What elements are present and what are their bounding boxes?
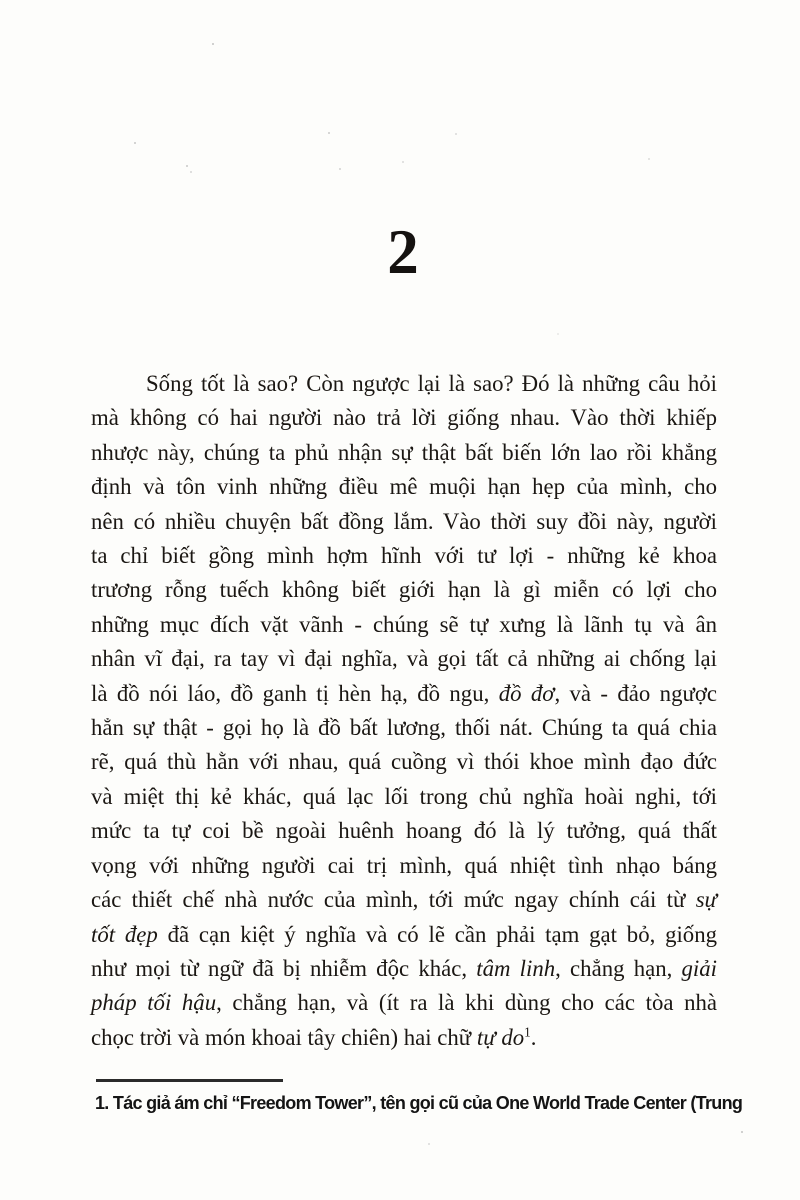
- text-segment: chọc trời và món khoai tây chiên) hai chữ: [91, 1024, 477, 1050]
- body-paragraph: [91, 367, 717, 1055]
- text-segment: hẳn sự thật - gọi họ là đồ bất lương, thối nát. Chúng ta quá chia: [91, 715, 717, 741]
- emphasized-text: giải: [681, 955, 717, 981]
- text-line: [91, 573, 717, 607]
- text-line: [91, 952, 717, 986]
- text-line: [91, 642, 717, 676]
- text-segment: Sống tốt là sao? Còn ngược lại là sao? Đó là những câu hỏi: [146, 371, 717, 396]
- scan-noise-specks: [0, 0, 2, 2]
- emphasized-text: tâm linh: [476, 955, 556, 981]
- emphasized-text: tốt đẹp: [91, 921, 158, 947]
- text-segment: và miệt thị kẻ khác, quá lạc lối trong chủ nghĩa hoài nghi, tới: [91, 783, 717, 809]
- text-segment: , và - đảo ngược: [554, 680, 717, 706]
- emphasized-text: sự: [695, 887, 717, 913]
- text-segment: như mọi từ ngữ đã bị nhiễm độc khác,: [91, 955, 477, 981]
- text-segment: nên có nhiều chuyện bất đồng lắm. Vào thời suy đồi này, người: [91, 508, 717, 534]
- text-line: [91, 849, 717, 883]
- footnote-marker: 1: [524, 1024, 531, 1040]
- text-line: [91, 1021, 717, 1055]
- text-line: [91, 608, 717, 642]
- text-line: [91, 436, 717, 470]
- text-segment: ta chỉ biết gồng mình hợm hĩnh với tư lợi - những kẻ khoa: [91, 543, 717, 569]
- text-line: [91, 401, 717, 435]
- text-line: [91, 883, 717, 917]
- text-segment: , chẳng hạn,: [555, 955, 682, 981]
- text-segment: mức ta tự coi bề ngoài huênh hoang đó là lý tưởng, quá thất: [91, 818, 717, 844]
- text-segment: là đồ nói láo, đồ ganh tị hèn hạ, đồ ngu,: [91, 680, 499, 706]
- text-segment: các thiết chế nhà nước của mình, tới mức ngay chính cái từ: [91, 887, 696, 913]
- text-segment: trương rỗng tuếch không biết giới hạn là gì miễn có lợi cho: [91, 577, 717, 603]
- text-line: [91, 814, 717, 848]
- text-segment: vọng với những người cai trị mình, quá nhiệt tình nhạo báng: [91, 852, 717, 878]
- text-segment: rẽ, quá thù hằn với nhau, quá cuồng vì thói khoe mình đạo đức: [91, 749, 717, 775]
- text-line: [91, 711, 717, 745]
- text-line: [91, 677, 717, 711]
- text-segment: mà không có hai người nào trả lời giống nhau. Vào thời khiếp: [91, 405, 717, 431]
- text-line: [91, 367, 717, 401]
- text-segment: định và tôn vinh những điều mê muội hạn hẹp của mình, cho: [91, 474, 717, 500]
- text-line: [91, 539, 717, 573]
- text-segment: những mục đích vặt vãnh - chúng sẽ tự xưng là lãnh tụ và ân: [91, 611, 717, 637]
- footnote-divider: [96, 1079, 283, 1082]
- emphasized-text: đồ đơ: [498, 680, 555, 706]
- text-line: [91, 745, 717, 779]
- emphasized-text: pháp tối hậu: [91, 990, 217, 1016]
- text-line: [91, 986, 717, 1020]
- text-line: [91, 780, 717, 814]
- text-segment: nhân vĩ đại, ra tay vì đại nghĩa, và gọi tất cả những ai chống lại: [91, 646, 717, 672]
- emphasized-text: tự do: [476, 1024, 525, 1050]
- text-segment: nhược này, chúng ta phủ nhận sự thật bất biến lớn lao rồi khẳng: [91, 439, 717, 465]
- text-segment: .: [530, 1024, 537, 1050]
- text-segment: , chẳng hạn, và (ít ra là khi dùng cho các tòa nhà: [216, 990, 717, 1016]
- text-line: [91, 470, 717, 504]
- text-segment: đã cạn kiệt ý nghĩa và có lẽ cần phải tạm gạt bỏ, giống: [157, 921, 718, 947]
- text-line: [91, 918, 717, 952]
- chapter-number: 2: [387, 217, 419, 287]
- text-line: [91, 505, 717, 539]
- footnote-text: 1. Tác giả ám chỉ “Freedom Tower”, tên gọi cũ của One World Trade Center (Trung: [95, 1093, 743, 1113]
